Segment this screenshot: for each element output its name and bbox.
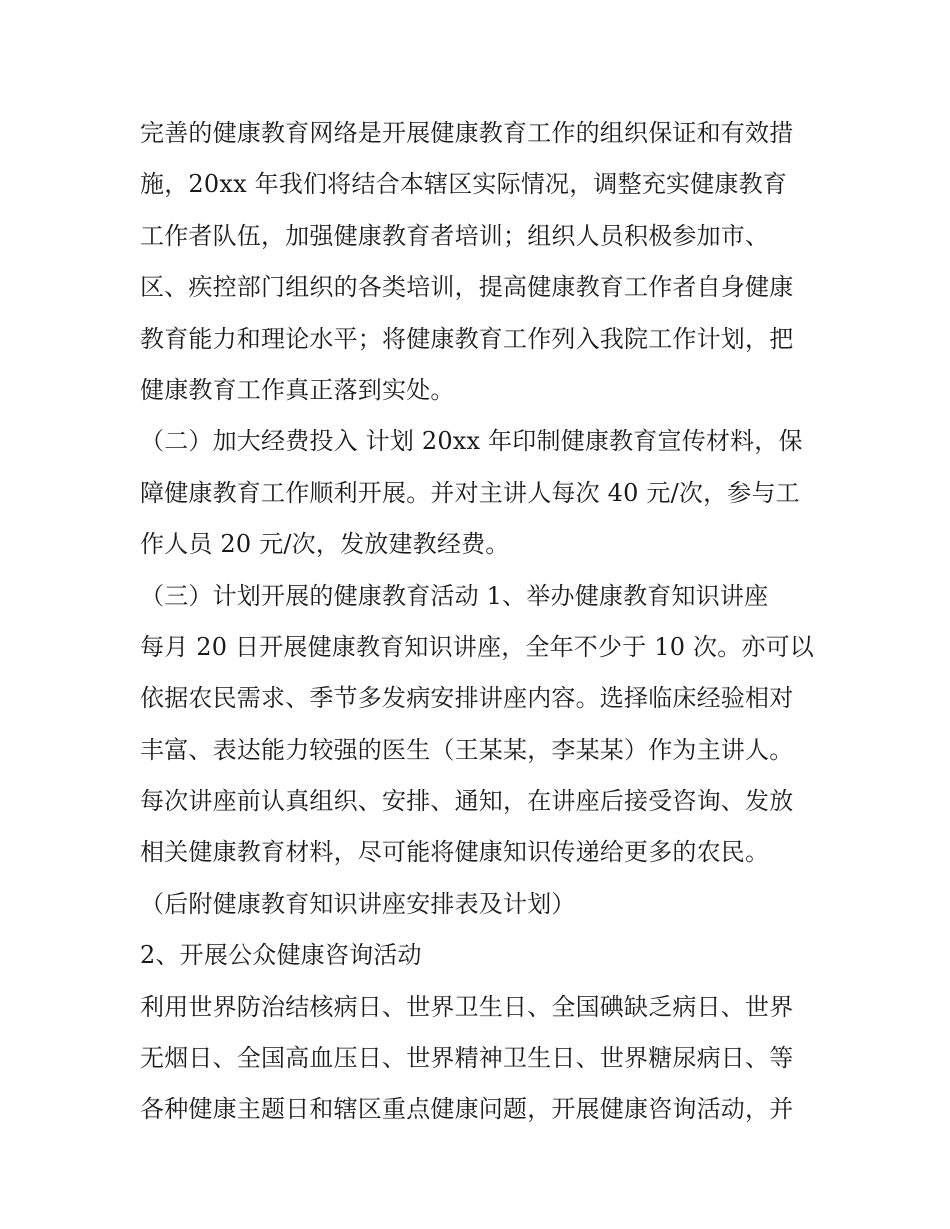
text-line-18: 利用世界防治结核病日、世界卫生日、全国碘缺乏病日、世界 — [140, 992, 794, 1021]
text-line-12: 依据农民需求、季节多发病安排讲座内容。选择临床经验相对 — [140, 684, 794, 713]
text-line-6: 健康教育工作真正落到实处。 — [140, 375, 455, 404]
section-heading-3: （三）计划开展的健康教育活动 1、举办健康教育知识讲座 — [140, 581, 769, 610]
text-line-13: 丰富、表达能力较强的医生（王某某，李某某）作为主讲人。 — [140, 735, 794, 764]
text-line-11: 每月 20 日开展健康教育知识讲座，全年不少于 10 次。亦可以 — [140, 632, 814, 661]
text-line-4: 区、疾控部门组织的各类培训，提高健康教育工作者自身健康 — [140, 273, 794, 302]
text-line-2: 施，20xx 年我们将结合本辖区实际情况，调整充实健康教育 — [140, 170, 788, 199]
section-heading-2: （二）加大经费投入 计划 20xx 年印制健康教育宣传材料，保 — [140, 427, 803, 456]
text-line-19: 无烟日、全国高血压日、世界精神卫生日、世界糖尿病日、等 — [140, 1044, 794, 1073]
text-line-1: 完善的健康教育网络是开展健康教育工作的组织保证和有效措 — [140, 119, 794, 147]
text-line-5: 教育能力和理论水平；将健康教育工作列入我院工作计划，把 — [140, 324, 794, 353]
text-line-3: 工作者队伍，加强健康教育者培训；组织人员积极参加市、 — [140, 221, 770, 250]
text-line-14: 每次讲座前认真组织、安排、通知，在讲座后接受咨询、发放 — [140, 787, 794, 816]
text-line-8: 障健康教育工作顺利开展。并对主讲人每次 40 元/次，参与工 — [140, 478, 800, 507]
text-line-20: 各种健康主题日和辖区重点健康问题，开展健康咨询活动，并 — [140, 1095, 794, 1124]
subheading-consultation: 2、开展公众健康咨询活动 — [140, 941, 422, 970]
text-line-9: 作人员 20 元/次，发放建教经费。 — [140, 530, 510, 559]
appendix-note: （后附健康教育知识讲座安排表及计划） — [140, 889, 576, 918]
body-text — [140, 108, 830, 1136]
text-line-15: 相关健康教育材料，尽可能将健康知识传递给更多的农民。 — [140, 838, 770, 867]
